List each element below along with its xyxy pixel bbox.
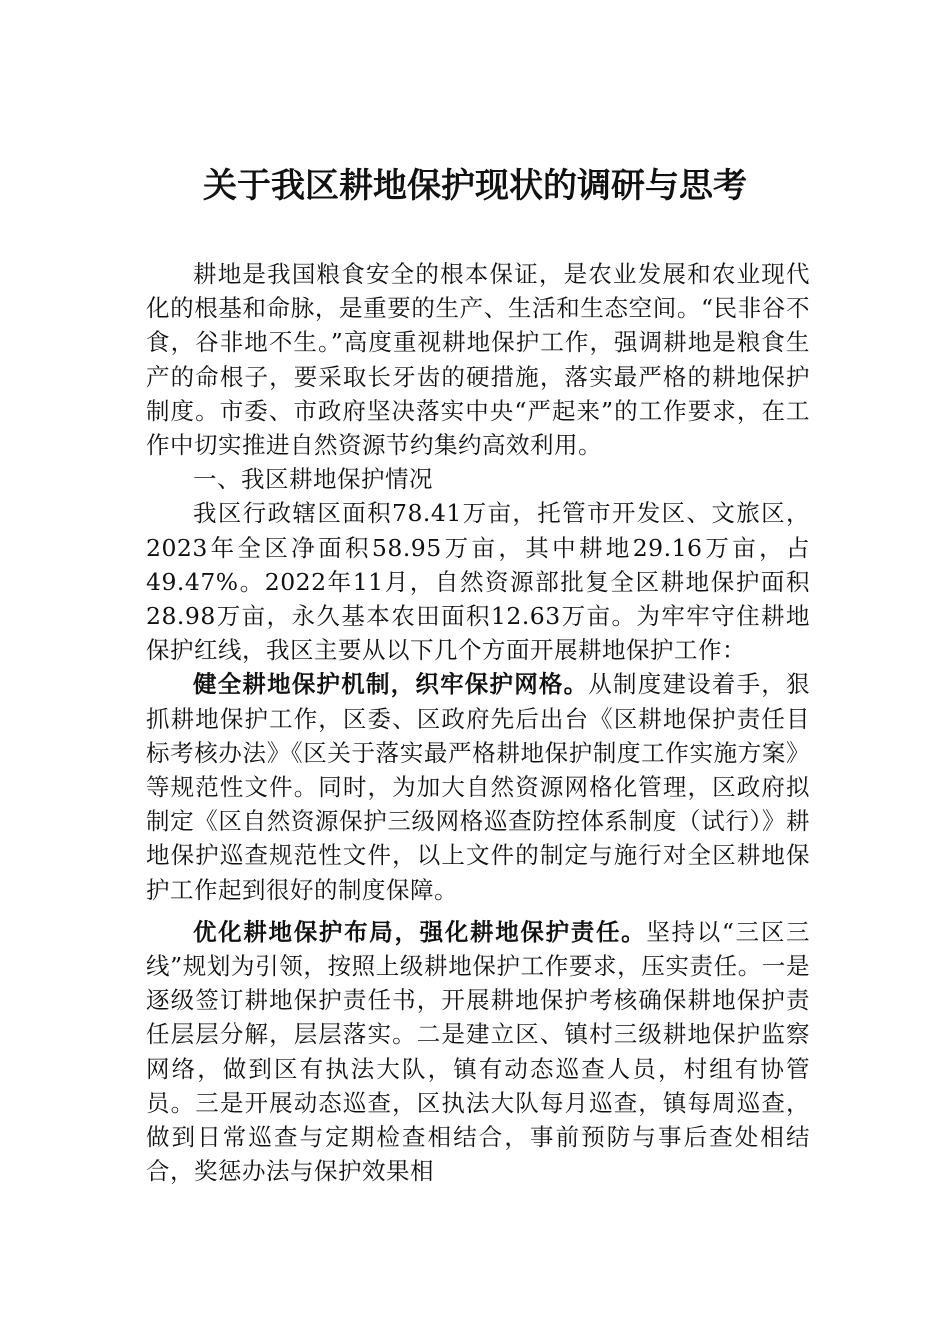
paragraph-mechanism-text: 从制度建设着手，狠抓耕地保护工作，区委、区政府先后出台《区耕地保护责任目标考核办法》《区关于落实最严格耕地保护制度工作实施方案》等规范性文件。同时，为加大自然资源网格化管理，区政府拟制定《区自然资源保护三级网格巡查防控体系制度（试行）》耕地保护巡查规范性文件，以上文件的制定与施行对全区耕地保护工作起到很好的制度保障。	[146, 670, 811, 904]
document-title: 关于我区耕地保护现状的调研与思考	[203, 166, 747, 206]
document-body	[146, 257, 810, 1188]
section-heading-1: 一、我区耕地保护情况	[193, 465, 433, 494]
paragraph-mechanism	[146, 667, 810, 906]
paragraph-intro: 耕地是我国粮食安全的根本保证，是农业发展和农业现代化的根基和命脉，是重要的生产、生活和生态空间。“民非谷不食，谷非地不生。”高度重视耕地保护工作，强调耕地是粮食生产的命根子，要采取长牙齿的硬措施，落实最严格的耕地保护制度。市委、市政府坚决落实中央“严起来”的工作要求，在工作中切实推进自然资源节约集约高效利用。	[146, 260, 810, 460]
paragraph-layout-text: 坚持以“三区三线”规划为引领，按照上级耕地保护工作要求，压实责任。一是逐级签订耕地保护责任书，开展耕地保护考核确保耕地保护责任层层分解，层层落实。二是建立区、镇村三级耕地保护监察网络，做到区有执法大队，镇有动态巡查人员，村组有协管员。三是开展动态巡查，区执法大队每月巡查，镇每周巡查，做到日常巡查与定期检查相结合，事前预防与事后查处相结合，奖惩办法与保护效果相	[146, 917, 811, 1186]
paragraph-overview: 我区行政辖区面积78.41万亩，托管市开发区、文旅区，2023年全区净面积58.95万亩，其中耕地29.16万亩，占49.47%。2022年11月，自然资源部批复全区耕地保护面积28.98万亩，永久基本农田面积12.63万亩。为牢牢守住耕地保护红线，我区主要从以下几个方面开展耕地保护工作：	[146, 499, 810, 665]
paragraph-layout	[146, 915, 810, 1189]
paragraph-layout-lead: 优化耕地保护布局，强化耕地保护责任。	[193, 917, 647, 946]
paragraph-mechanism-lead: 健全耕地保护机制，织牢保护网格。	[193, 670, 589, 699]
